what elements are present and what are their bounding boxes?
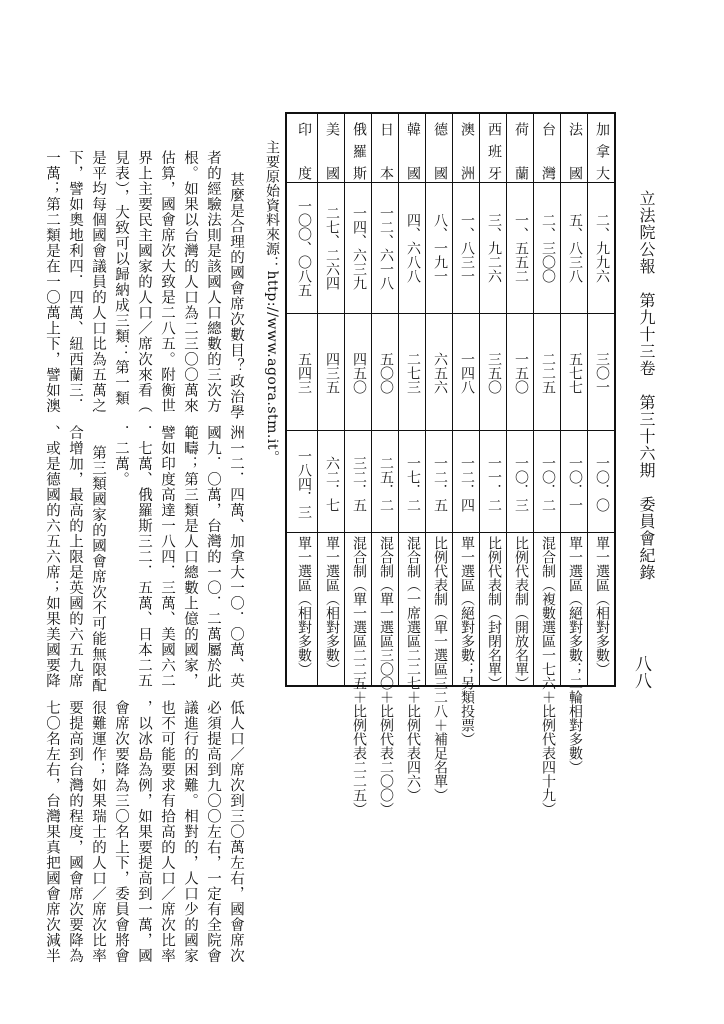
body-text-column: 譬如印度高達一八四．三萬、美國六二 — [159, 425, 175, 689]
country-cell: 印度 — [296, 122, 312, 180]
body-text-column: 很難運作；如果瑞士的人口／席次比率 — [90, 700, 106, 964]
body-text-column: ．七萬、俄羅斯三二．五萬、日本二五 — [136, 425, 152, 689]
body-text-column: 要提高到台灣的程度，國會席次要降為 — [67, 700, 83, 964]
population-cell: 一、八三一 — [459, 213, 475, 283]
electoral-system-cell: 比例代表制（封閉名單） — [486, 536, 502, 690]
table-row — [506, 114, 533, 690]
ratio-cell: 六二．七 — [324, 456, 340, 512]
body-text-column: 、或是德國的六五六席；如果美國要降 — [44, 425, 60, 689]
ratio-cell: 三二．五 — [351, 456, 367, 512]
page-number: 八八 — [631, 655, 651, 689]
population-cell: 一〇〇、〇八五 — [296, 199, 312, 297]
population-cell: 二七、二六四 — [324, 206, 340, 290]
electoral-system-cell: 單一選區（絕對多數；另類投票） — [459, 536, 475, 746]
seats-cell: 四三五 — [324, 352, 340, 394]
electoral-system-cell: 混合制（單一選區二二五＋比例代表二二五） — [351, 536, 367, 816]
seats-cell: 三〇一 — [594, 352, 610, 394]
ratio-cell: 一一．二 — [486, 456, 502, 512]
population-cell: 五、八三八 — [567, 213, 583, 283]
table-row — [560, 114, 587, 774]
ratio-cell: 一八四．三 — [296, 449, 312, 519]
seats-cell: 五四三 — [296, 352, 312, 394]
body-text-column: 合增加，最高的上限是英國的六五九席 — [67, 425, 83, 689]
table-row — [317, 114, 344, 685]
country-cell: 俄羅斯 — [351, 122, 367, 180]
seats-cell: 五七七 — [567, 352, 583, 394]
body-text-column: ，以冰島為例，如果要提高到一萬，國 — [136, 700, 152, 964]
body-text-column: 也不可能要求有拾高的人口／席次比率 — [159, 700, 175, 964]
body-text-column: 甚麼是合理的國會席次數目？政治學 — [228, 172, 244, 420]
seats-cell: 五〇〇 — [378, 352, 394, 394]
ratio-cell: 一〇．二 — [540, 456, 556, 512]
seats-cell: 一四八 — [459, 352, 475, 394]
country-cell: 韓國 — [405, 122, 421, 180]
population-cell: 八、一九一 — [432, 213, 448, 283]
body-text-column: 七〇名左右，台灣果真把國會席次減半 — [44, 700, 60, 964]
country-cell: 美國 — [324, 122, 340, 180]
country-cell: 法國 — [567, 122, 583, 180]
body-text-column: 範疇；第三類是人口總數上億的國家， — [182, 425, 198, 689]
data-table — [285, 112, 616, 816]
body-text-column: ．二萬。 — [113, 425, 129, 487]
electoral-system-cell: 單一選區（相對多數） — [594, 536, 610, 676]
seats-cell: 二二五 — [540, 352, 556, 394]
table-row — [425, 114, 452, 802]
ratio-cell: 一二．四 — [459, 456, 475, 512]
population-cell: 一四、六三九 — [351, 206, 367, 290]
country-cell: 德國 — [432, 122, 448, 180]
country-cell: 加拿大 — [594, 122, 610, 180]
ratio-cell: 一〇．一 — [567, 456, 583, 512]
table-row — [371, 114, 398, 816]
population-cell: 三、九二六 — [486, 213, 502, 283]
ratio-cell: 一〇．〇 — [594, 456, 610, 512]
body-text-column: 見表），大致可以歸納成三類：第一類 — [113, 150, 129, 407]
country-cell: 澳洲 — [459, 122, 475, 180]
table-row — [452, 114, 479, 746]
body-text-column: 必須提高到九〇〇左右，一定有全院會 — [205, 700, 221, 964]
ratio-cell: 一〇．三 — [513, 456, 529, 512]
population-cell: 二、九九六 — [594, 213, 610, 283]
electoral-system-cell: 單一選區（相對多數） — [296, 536, 312, 676]
body-text-column: 第三類國家的國會席次不可能無限配 — [90, 445, 106, 693]
body-text-column: 會席次要降為三〇名上下，委員會將會 — [113, 700, 129, 964]
country-cell: 日本 — [378, 122, 394, 180]
electoral-system-cell: 比例代表制（開放名單） — [513, 536, 529, 690]
table-row — [479, 114, 506, 690]
population-cell: 四、六八八 — [405, 213, 421, 283]
electoral-system-cell: 單一選區（相對多數） — [324, 536, 340, 676]
country-cell: 荷蘭 — [513, 122, 529, 180]
country-cell: 西班牙 — [486, 122, 502, 180]
ratio-cell: 一七．二 — [405, 456, 421, 512]
body-text-column: 議進行的困難。相對的，人口少的國家 — [182, 700, 198, 964]
electoral-system-cell: 比例代表制（單一選區三二八＋補足名單） — [432, 536, 448, 802]
body-text-column: 低人口／席次到三〇萬左右，國會席次 — [228, 700, 244, 964]
ratio-cell: 二五．二 — [378, 456, 394, 512]
body-text-column: 是平均每個國會議員的人口比為五萬之 — [90, 150, 106, 414]
page-header-title: 立法院公報 第九十三卷 第三十六期 委員會紀錄 — [637, 190, 656, 581]
table-row — [290, 114, 317, 685]
ratio-cell: 一二．五 — [432, 456, 448, 512]
seats-cell: 四五〇 — [351, 352, 367, 394]
body-text-column: 一萬；第二類是在一〇萬上下，譬如澳 — [44, 150, 60, 414]
population-cell: 一、五五二 — [513, 213, 529, 283]
source-note: 主要原始資料來源：http://www.agora.stm.it。 — [264, 140, 280, 465]
electoral-system-cell: 單一選區（絕對多數；二輪相對多數） — [567, 536, 583, 774]
table-row — [533, 114, 560, 816]
country-cell: 台灣 — [540, 122, 556, 180]
body-text-column: 國九．〇萬，台灣的一〇．二萬屬於此 — [205, 425, 221, 689]
seats-cell: 二七三 — [405, 352, 421, 394]
table-row — [398, 114, 425, 802]
seats-cell: 一五〇 — [513, 352, 529, 394]
body-text-column: 界上主要民主國家的人口／席次來看（ — [136, 150, 152, 414]
body-text-column: 者的經驗法則是該國人口總數的三次方 — [205, 150, 221, 414]
population-cell: 一二、六一八 — [378, 206, 394, 290]
table-row — [587, 114, 614, 685]
electoral-system-cell: 混合制（單一選區三〇〇＋比例代表二〇〇） — [378, 536, 394, 816]
table-row — [344, 114, 371, 816]
body-text-column: 根。如果以台灣的人口為二三〇〇萬來 — [182, 150, 198, 414]
population-cell: 二、三〇〇 — [540, 213, 556, 283]
seats-cell: 六五六 — [432, 352, 448, 394]
electoral-system-cell: 混合制（一席選區二二七＋比例代表四六） — [405, 536, 421, 802]
body-text-column: 洲一二．四萬、加拿大一〇．〇萬、英 — [228, 425, 244, 689]
seats-cell: 三五〇 — [486, 352, 502, 394]
electoral-system-cell: 混合制（複數選區一七六＋比例代表四十九） — [540, 536, 556, 816]
body-text-column: 估算，國會席次大致是二八五。附衡世 — [159, 150, 175, 414]
body-text-column: 下，譬如奧地利四．四萬、紐西蘭三． — [67, 150, 83, 414]
